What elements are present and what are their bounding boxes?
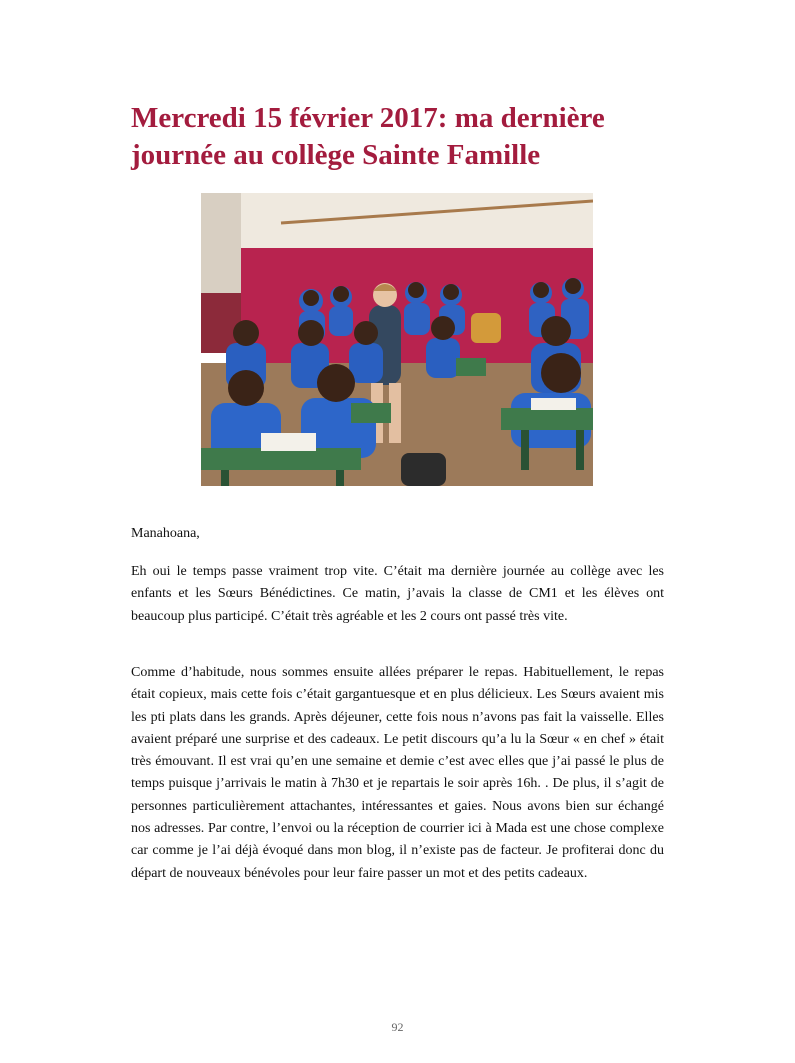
greeting: Manahoana, xyxy=(131,526,200,541)
paragraph-2: Comme d’habitude, nous sommes ensuite allées préparer le repas. Habituellement, le repas était copieux, mais cette fois c’était gargantuesque et en plus délicieux. Les Sœurs avaient mis les pti plats dans les grands. Après déjeuner, cette fois nous n’avons pas fait la vaisselle. Elles avaient préparé une surprise et des cadeaux. Le petit discours qu’a lu la Sœur « en chef » était très émouvant. Il est vrai qu’en une semaine et demie c’est avec elles que j’ai passé le plus de temps puisque j’arrivais le matin à 7h30 et je repartais le soir après 16h. . De plus, il s’agit de personnes particulièrement attachantes, intéressantes et gaies. Nous avons bien sur échangé nos adresses. Par contre, l’envoi ou la réception de courrier ici à Mada est une chose complexe car comme je l’ai déjà évoqué dans mon blog, il n’existe pas de facteur. Je profiterai donc du départ de nouveaux bénévoles pour leur faire passer un mot et des petits cadeaux. xyxy=(131,665,664,881)
page-title: Mercredi 15 février 2017: ma dernière journée au collège Sainte Famille xyxy=(131,102,605,171)
classroom-photo xyxy=(201,193,593,486)
page-number: 92 xyxy=(391,1020,404,1034)
paragraph-1: Eh oui le temps passe vraiment trop vite. C’était ma dernière journée au collège avec les enfants et les Sœurs Bénédictines. Ce matin, j’avais la classe de CM1 et les élèves ont beaucoup plus participé. C’était très agréable et les 2 cours ont passé très vite. xyxy=(131,564,664,624)
